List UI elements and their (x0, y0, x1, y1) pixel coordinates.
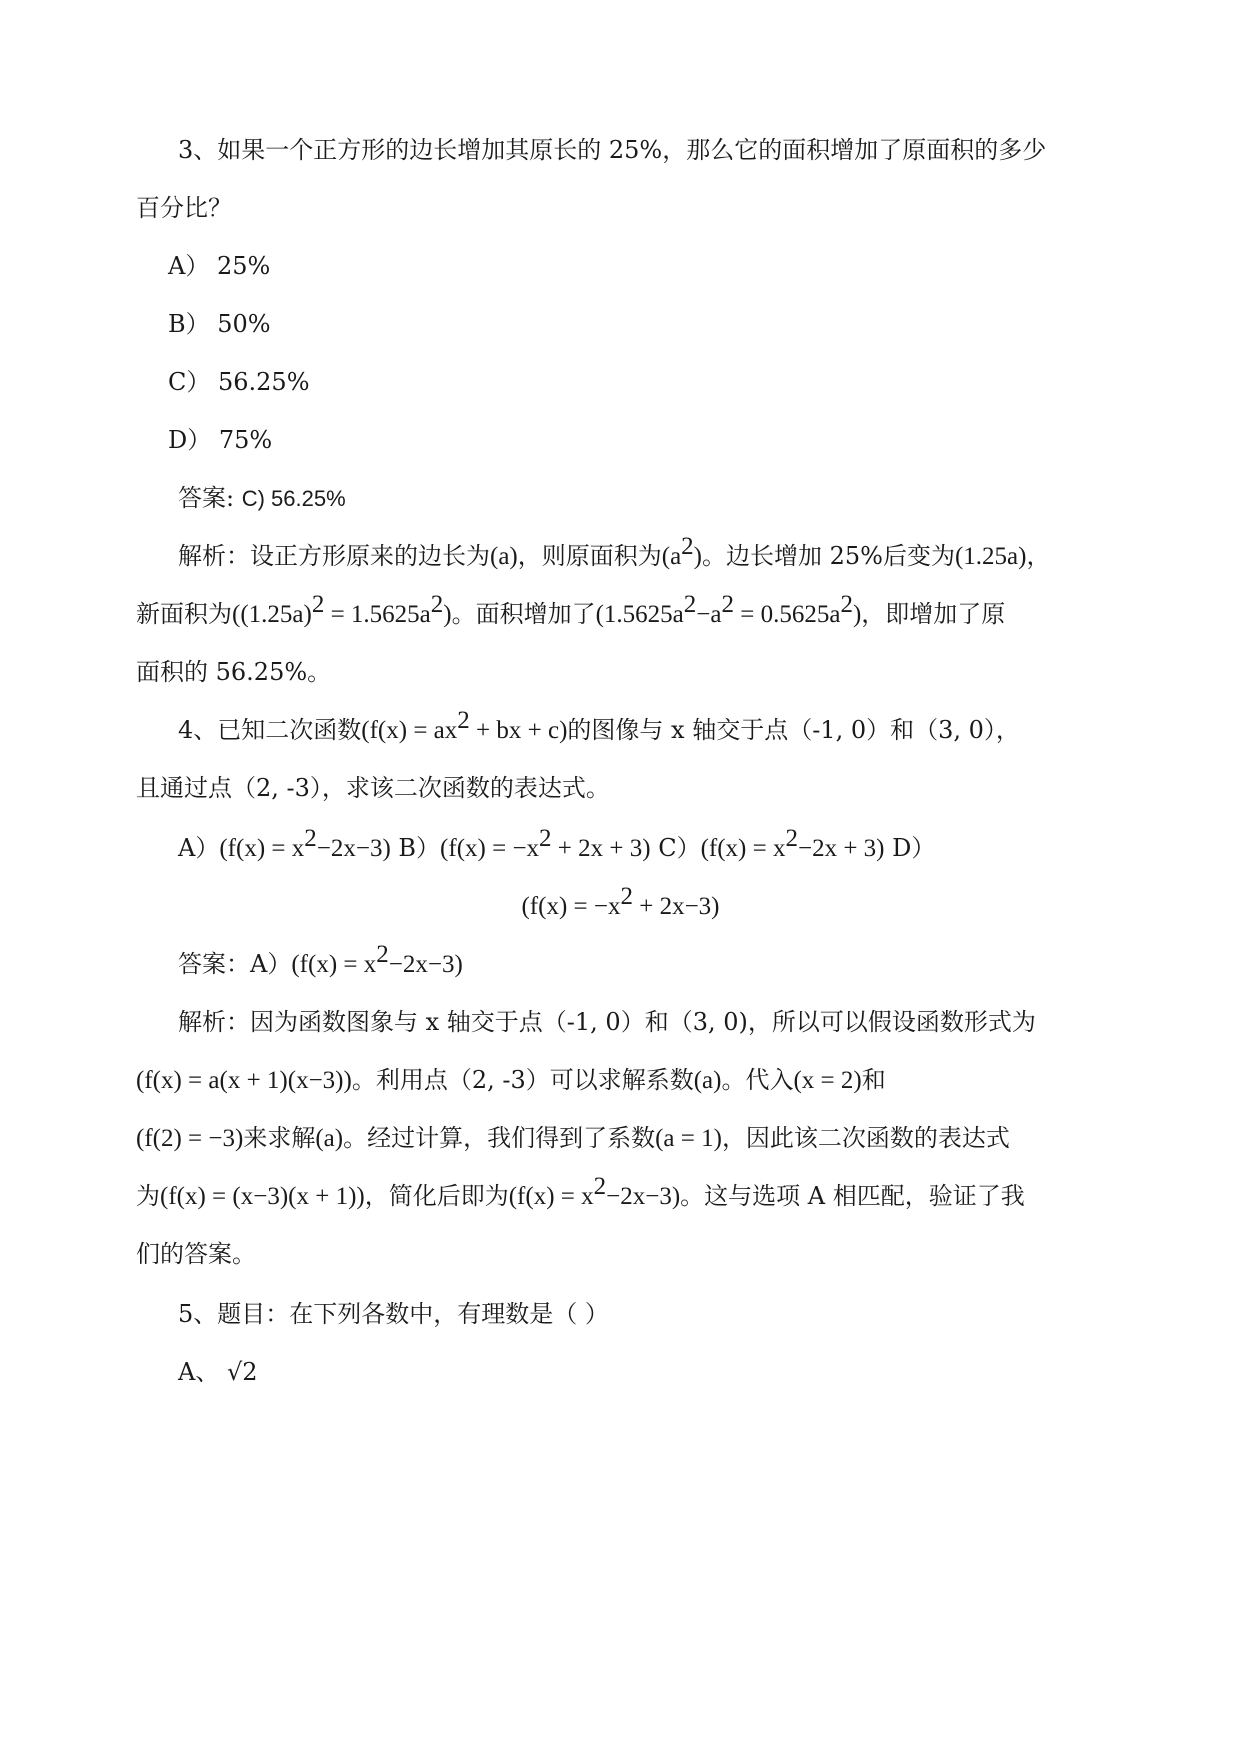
math-run: + 2x + 3) (551, 835, 651, 862)
text-run: 新面积为 (136, 600, 232, 628)
q5-stem: 5、题目：在下列各数中，有理数是（ ） (178, 1300, 609, 1328)
text-run: 。利用点（2, -3）可以求解系数 (351, 1066, 694, 1094)
q4-analysis-line1: 解析：因为函数图象与 x 轴交于点（-1, 0）和（3, 0)，所以可以假设函数形式为 (178, 1008, 1036, 1036)
text-run: ， (1026, 542, 1051, 570)
superscript: 2 (681, 533, 694, 560)
superscript: 2 (683, 591, 697, 618)
superscript: 2 (376, 941, 389, 968)
q4-analysis-line3 (136, 1122, 1010, 1155)
q3-analysis-line1 (178, 533, 1051, 573)
q4-stem-line1 (178, 707, 1020, 747)
math-run: −2x−3) (316, 835, 391, 862)
superscript: 2 (311, 591, 325, 618)
text-run: 。这与选项 A 相匹配，验证了我 (680, 1182, 1025, 1210)
math-run: ) (852, 601, 862, 628)
math-run: (a = 1) (655, 1125, 722, 1152)
text-run: ，因此该二次函数的表达式 (721, 1124, 1010, 1152)
text-run: 和 (861, 1066, 886, 1094)
option-label: C） (650, 834, 701, 862)
q3-stem-line2: 百分比？ (136, 194, 232, 222)
math-run: −2x−3) (388, 951, 463, 978)
superscript: 2 (304, 825, 317, 852)
superscript: 2 (539, 825, 552, 852)
math-run: (f(x) = (x−3)(x + 1)) (160, 1183, 365, 1210)
math-run: (a) (693, 1067, 722, 1094)
q4-analysis-line2 (136, 1064, 886, 1097)
q3-option-d: D） 75% (168, 426, 273, 454)
math-run: (1.25a) (954, 543, 1027, 570)
option-label: B） (390, 834, 441, 862)
math-run: (f(x) = ax (361, 717, 458, 744)
math-run: (x = 2) (793, 1067, 862, 1094)
math-run: (a) (315, 1125, 344, 1152)
text-run: 4、已知二次函数 (178, 716, 362, 744)
superscript: 2 (457, 707, 470, 734)
math-run: + 2x−3) (632, 893, 720, 920)
text-run: 。面积增加了 (451, 600, 596, 628)
math-run: ) (693, 543, 702, 570)
math-run: + bx + c) (469, 717, 568, 744)
q3-analysis-line2 (136, 591, 1006, 631)
math-run: −a (696, 601, 722, 628)
q4-answer (178, 941, 463, 981)
math-run: (f(x) = −x (440, 835, 540, 862)
text-run: 。代入 (721, 1066, 794, 1094)
superscript: 2 (840, 591, 853, 618)
math-run: −2x + 3) (797, 835, 885, 862)
math-run: (a (661, 543, 682, 570)
option-label: A） (178, 834, 220, 862)
text-run: ，简化后即为 (364, 1182, 509, 1210)
text-run: ，则原面积为 (517, 542, 662, 570)
math-run: −2x−3) (606, 1183, 681, 1210)
superscript: 2 (430, 591, 444, 618)
text-run: 。边长增加 25%后变为 (702, 542, 955, 570)
math-run: = 0.5625a (733, 601, 841, 628)
q3-option-c: C） 56.25% (168, 368, 310, 396)
q3-option-a: A） 25% (168, 252, 271, 280)
text-run: 。经过计算，我们得到了系数 (343, 1124, 656, 1152)
superscript: 2 (620, 883, 633, 910)
math-run: (f(x) = x (508, 1183, 594, 1210)
q4-analysis-line4 (136, 1173, 1025, 1213)
q3-answer (178, 482, 346, 515)
math-run: = 1.5625a (324, 601, 431, 628)
math-run: ) (443, 601, 452, 628)
math-run: ((1.25a) (232, 601, 312, 628)
math-run: (f(2) = −3) (136, 1125, 244, 1152)
q3-answer-prefix: 答案: (178, 484, 235, 512)
text-run: ，即增加了原 (861, 600, 1006, 628)
math-run: (a) (490, 543, 518, 570)
answer-prefix: 答案：A） (178, 950, 292, 978)
math-run: (f(x) = x (700, 835, 786, 862)
text-run: 来求解 (243, 1124, 316, 1152)
superscript: 2 (785, 825, 798, 852)
superscript: 2 (593, 1173, 607, 1200)
q4-analysis-line5: 们的答案。 (136, 1240, 256, 1268)
q3-analysis-line3: 面积的 56.25%。 (136, 658, 332, 686)
text-run: 解析：设正方形原来的边长为 (178, 542, 490, 570)
q3-option-b: B） 50% (168, 310, 271, 338)
q4-stem-line2: 且通过点（2, -3），求该二次函数的表达式。 (136, 774, 610, 802)
q3-stem-line1: 3、如果一个正方形的边长增加其原长的 25%，那么它的面积增加了原面积的多少 (178, 136, 1047, 164)
math-run: (f(x) = a(x + 1)(x−3)) (136, 1067, 352, 1094)
q4-option-d-expression (0, 883, 1241, 923)
math-run: (f(x) = x (219, 835, 305, 862)
text-run: 的图像与 x 轴交于点（-1, 0）和（3, 0）， (567, 716, 1020, 744)
superscript: 2 (721, 591, 734, 618)
text-run: 为 (136, 1182, 160, 1210)
math-run: (f(x) = x (291, 951, 377, 978)
math-run: (f(x) = −x (521, 893, 621, 920)
q4-options-line (178, 825, 936, 865)
q5-option-a: A、 √2 (178, 1358, 258, 1386)
option-label: D） (884, 834, 936, 862)
math-run: (1.5625a (595, 601, 684, 628)
q3-answer-value: C) 56.25% (241, 486, 346, 511)
